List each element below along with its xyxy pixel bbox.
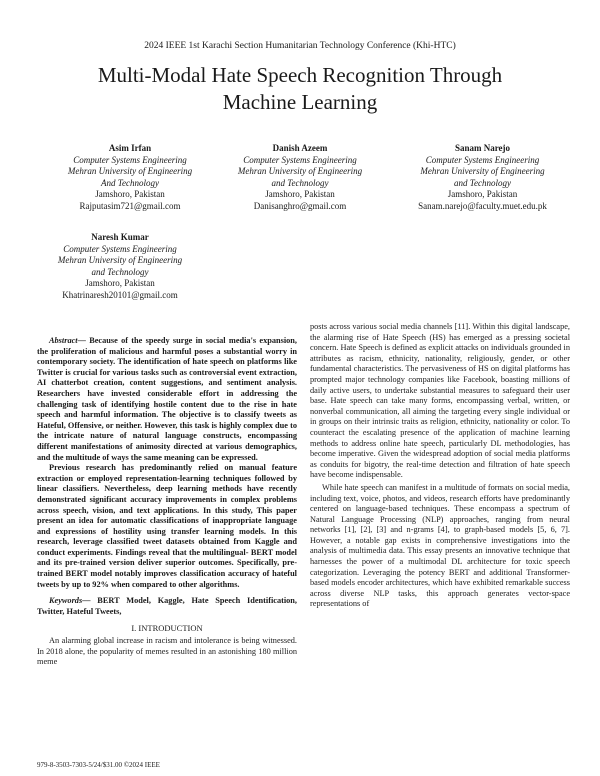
author-block bbox=[55, 143, 205, 212]
author-univ-2: And Technology bbox=[101, 177, 159, 188]
keywords bbox=[37, 596, 297, 617]
author-email: Danisanghro@gmail.com bbox=[253, 200, 347, 211]
conference-header: 2024 IEEE 1st Karachi Section Humanitarian Technology Conference (Khi-HTC) bbox=[144, 41, 456, 51]
author-block bbox=[400, 143, 565, 212]
section-heading: I. INTRODUCTION bbox=[131, 623, 203, 634]
body-paragraph-2: While hate speech can manifest in a multitude of formats on social media, including text, voice, photos, and videos, research efforts have predominantly centered on language-based techniques. These encompass a spectrum of Natural Language Processing (NLP) approaches, ranging from neural networks [1], [2], [3] and n-grams [4], to graph-based models [5, 6, 7]. However, a notable gap exists in comprehensive investigations into the analysis of multimedia data. This essay presents an innovative technique that harnesses the power of a multimodal DL architecture for toxic speech categorization. Leveraging the potency BERT and additional Transformer-based models encoder architectures, which have exhibited remarkable success across diverse NLP tasks, this approach generates vector-space representations of bbox=[310, 482, 570, 609]
author-univ-2: and Technology bbox=[91, 266, 149, 277]
author-city: Jamshoro, Pakistan bbox=[95, 189, 165, 199]
body-paragraph: posts across various social media channels [11]. Within this digital landscape, the alarming rise of Hate Speech (HS) has emerged as a pressing societal concern. Hate Speech is defined as explicit attacks on individuals grounded in attributes as racism, ethnicity, nationality, religiously, gender, or other fundamental characteristics. The pervasiveness of HS on digital platforms has prompted major technology companies like Facebook, boasting millions of daily active users, to undertake substantial measures to safeguard their user base. Hate speech can take many forms, encompassing verbal, written, or nonverbal communication, all aiming the targeting every single individual or in groups on their intrinsic traits as religion, ethnicity, nationality or color. To counteract the escalating presence of the application of machine learning methods to address online hate speech, particularly DL methodologies, has become imperative. Given the widespread adoption of social media platforms as conduits for bigotry, the real-time detection and filtration of hate speech have become indispensable. bbox=[310, 322, 570, 480]
author-city: Jamshoro, Pakistan bbox=[85, 278, 155, 288]
author-city: Jamshoro, Pakistan bbox=[265, 189, 335, 199]
keywords-text: BERT Model, Kaggle, Hate Speech Identification, Twitter, Hateful Tweets, bbox=[37, 596, 297, 616]
author-univ-2: and Technology bbox=[454, 177, 511, 188]
right-column bbox=[310, 322, 570, 610]
author-dept: Computer Systems Engineering bbox=[243, 154, 357, 165]
author-dept: Computer Systems Engineering bbox=[63, 243, 177, 254]
abstract-paragraph-2: Previous research has predominantly relied on manual feature extraction or employed representation-learning techniques followed by linear classifiers. Nevertheless, deep learning methods have recently demonstrated significant accuracy improvements in complex problems across speech, vision, and text applications. In this study, This paper present an idea for automatic classifications of inappropriate language and expressions of hostility using transfer learning models. In this research, leverage classified tweet datasets obtained from Kaggle and conduct experiments. Findings reveal that the multilingual- BERT model and its pre-trained version deliver superior outcomes. Specifically, pre-trained BERT model notably improves classification accuracy of hateful tweets by up to 92% when compared to other algorithms. bbox=[37, 463, 297, 589]
author-email: Khatrinaresh20101@gmail.com bbox=[62, 289, 178, 300]
author-univ: Mehran University of Engineering bbox=[237, 166, 363, 176]
keywords-label: Keywords— bbox=[49, 596, 91, 606]
left-column bbox=[37, 336, 297, 668]
author-city: Jamshoro, Pakistan bbox=[447, 189, 518, 199]
author-univ: Mehran University of Engineering bbox=[57, 255, 183, 265]
author-name: Danish Azeem bbox=[272, 143, 328, 153]
abstract-text: Because of the speedy surge in social media's expansion, the proliferation of malicious and harmful poses a substantial worry in contemporary society. The identification of hate speech on platforms like Twitter is crucial for various tasks such as controversial event extraction, AI chatterbot creation, content suggestions, and sentiment analysis. Researchers have invested considerable effort in addressing the challenging task of identifying hostile content due to the rise in hate speech and harmful information. The objective is to classify tweets as Hateful, Offensive, or neither. However, this task is highly complex due to the intricate nature of natural language constructs, encompassing different manifestations of animosity directed at various demographics, and the multitude of ways the same meaning can be expressed. bbox=[37, 336, 297, 462]
abstract-label: Abstract— bbox=[49, 336, 86, 345]
author-univ-2: and Technology bbox=[271, 177, 329, 188]
author-block bbox=[45, 232, 195, 301]
author-name: Naresh Kumar bbox=[91, 232, 149, 242]
author-block bbox=[225, 143, 375, 212]
author-dept: Computer Systems Engineering bbox=[73, 154, 187, 165]
author-email: Rajputasim721@gmail.com bbox=[79, 200, 181, 211]
title-line-1: Multi-Modal Hate Speech Recognition Through bbox=[97, 63, 503, 87]
author-dept: Computer Systems Engineering bbox=[425, 154, 540, 165]
title-line-2: Machine Learning bbox=[222, 90, 378, 114]
author-univ: Mehran University of Engineering bbox=[67, 166, 193, 176]
abstract bbox=[37, 336, 297, 463]
author-univ: Mehran University of Engineering bbox=[420, 166, 545, 176]
intro-paragraph: An alarming global increase in racism and intolerance is being witnessed. In 2018 alone, the popularity of memes resulted in an astonishing 180 million meme bbox=[37, 636, 297, 667]
author-name: Asim Irfan bbox=[108, 143, 152, 153]
copyright-footer: 979-8-3503-7303-5/24/$31.00 ©2024 IEEE bbox=[37, 761, 160, 769]
paper-title bbox=[40, 62, 560, 116]
author-email: Sanam.narejo@faculty.muet.edu.pk bbox=[418, 200, 547, 211]
author-name: Sanam Narejo bbox=[454, 143, 511, 153]
